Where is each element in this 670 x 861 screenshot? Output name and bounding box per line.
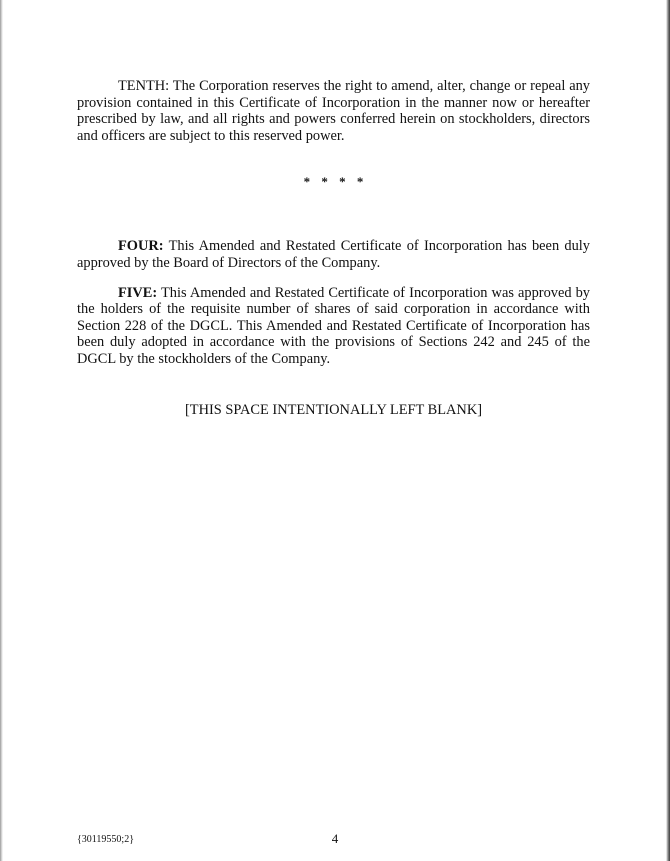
paragraph-tenth — [77, 78, 590, 144]
footer-page-number: 4 — [331, 831, 339, 846]
paragraph-four-text: This Amended and Restated Certificate of Incorporation has been duly approved by the Board of Directors of the Company. — [77, 238, 590, 271]
paragraph-five-text: This Amended and Restated Certificate of Incorporation was approved by the holders of the requisite number of shares of said corporation in accordance with Section 228 of the DGCL. This Amended and Restated Certificate of Incorporation has been duly adopted in accordance with the provisions of Sections 242 and 245 of the DGCL by the stockholders of the Company. — [77, 284, 590, 367]
scan-edge-left — [0, 0, 3, 861]
blank-space-note: [THIS SPACE INTENTIONALLY LEFT BLANK] — [184, 401, 482, 418]
paragraph-five — [77, 285, 590, 368]
paragraph-four — [77, 238, 590, 271]
document-body — [77, 78, 590, 418]
paragraph-tenth-text: TENTH: The Corporation reserves the right to amend, alter, change or repeal any provision contained in this Certificate of Incorporation in the manner now or hereafter prescribed by law, and all rights and powers conferred herein on stockholders, directors and officers are subject to this reserved power. — [77, 78, 590, 144]
footer-document-id: {30119550;2} — [77, 834, 135, 845]
paragraph-five-lead: FIVE: — [118, 284, 158, 301]
scan-edge-right — [666, 0, 670, 861]
section-separator: * * * * — [303, 174, 368, 190]
paragraph-four-lead: FOUR: — [118, 238, 164, 255]
